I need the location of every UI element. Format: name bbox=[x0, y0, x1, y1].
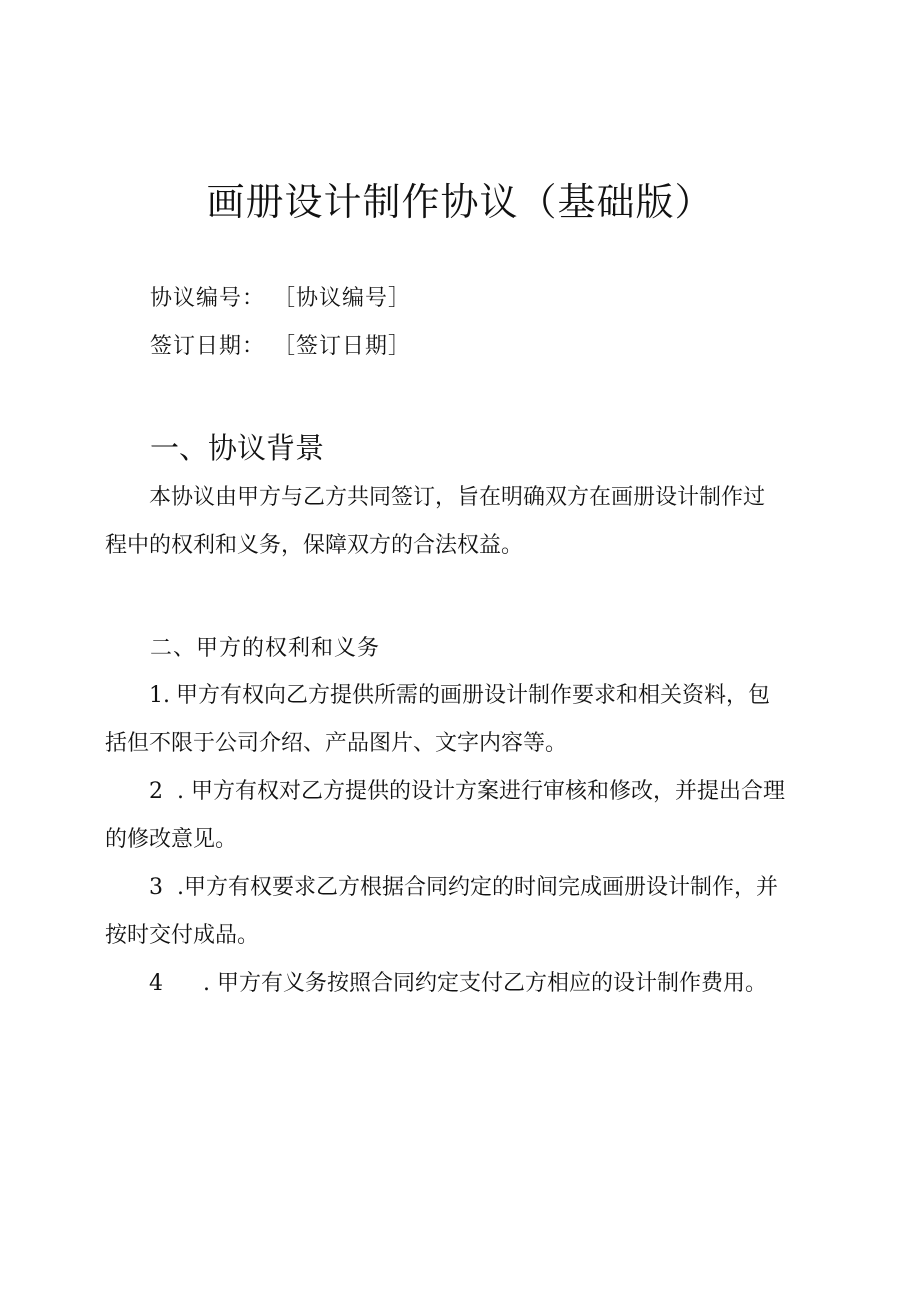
list-item-number: 3 bbox=[149, 875, 163, 900]
list-item-line: 按时交付成品。 bbox=[105, 923, 260, 948]
list-item-line bbox=[105, 960, 817, 1008]
paragraph-line: 程中的权利和义务，保障双方的合法权益。 bbox=[105, 533, 524, 558]
list-item-2 bbox=[105, 768, 817, 864]
document-title: 画册设计制作协议（基础版） bbox=[206, 180, 714, 224]
list-item-text: . 甲方有义务按照合同约定支付乙方相应的设计制作费用。 bbox=[203, 971, 767, 996]
list-item-text: .甲方有权要求乙方根据合同约定的时间完成画册设计制作，并 bbox=[177, 875, 778, 900]
sign-date-value: ［签订日期］ bbox=[273, 334, 412, 359]
section-1-paragraph bbox=[105, 474, 817, 570]
list-item-text: . 甲方有权对乙方提供的设计方案进行审核和修改，并提出合理 bbox=[177, 779, 785, 804]
agreement-number-label: 协议编号： bbox=[150, 286, 266, 311]
list-item-number: 1. bbox=[149, 683, 170, 708]
agreement-number-row bbox=[150, 284, 411, 314]
list-item-line bbox=[105, 672, 817, 720]
list-item-1 bbox=[105, 672, 817, 768]
list-item-3 bbox=[105, 864, 817, 960]
paragraph-line: 本协议由甲方与乙方共同签订，旨在明确双方在画册设计制作过 bbox=[149, 485, 766, 510]
list-item-number: 2 bbox=[149, 779, 163, 804]
list-item-line: 括但不限于公司介绍、产品图片、文字内容等。 bbox=[105, 731, 568, 756]
sign-date-row bbox=[150, 332, 411, 362]
section-2-heading: 二、甲方的权利和义务 bbox=[150, 636, 381, 661]
list-item-line bbox=[105, 864, 817, 912]
list-item-line bbox=[105, 768, 817, 816]
list-item-4 bbox=[105, 960, 817, 1008]
agreement-number-value: ［协议编号］ bbox=[273, 286, 412, 311]
list-item-text: 甲方有权向乙方提供所需的画册设计制作要求和相关资料，包 bbox=[176, 683, 771, 708]
sign-date-label: 签订日期： bbox=[150, 334, 266, 359]
list-item-number: 4 bbox=[149, 971, 163, 996]
section-1-heading: 一、协议背景 bbox=[150, 431, 325, 465]
list-item-line: 的修改意见。 bbox=[105, 827, 238, 852]
